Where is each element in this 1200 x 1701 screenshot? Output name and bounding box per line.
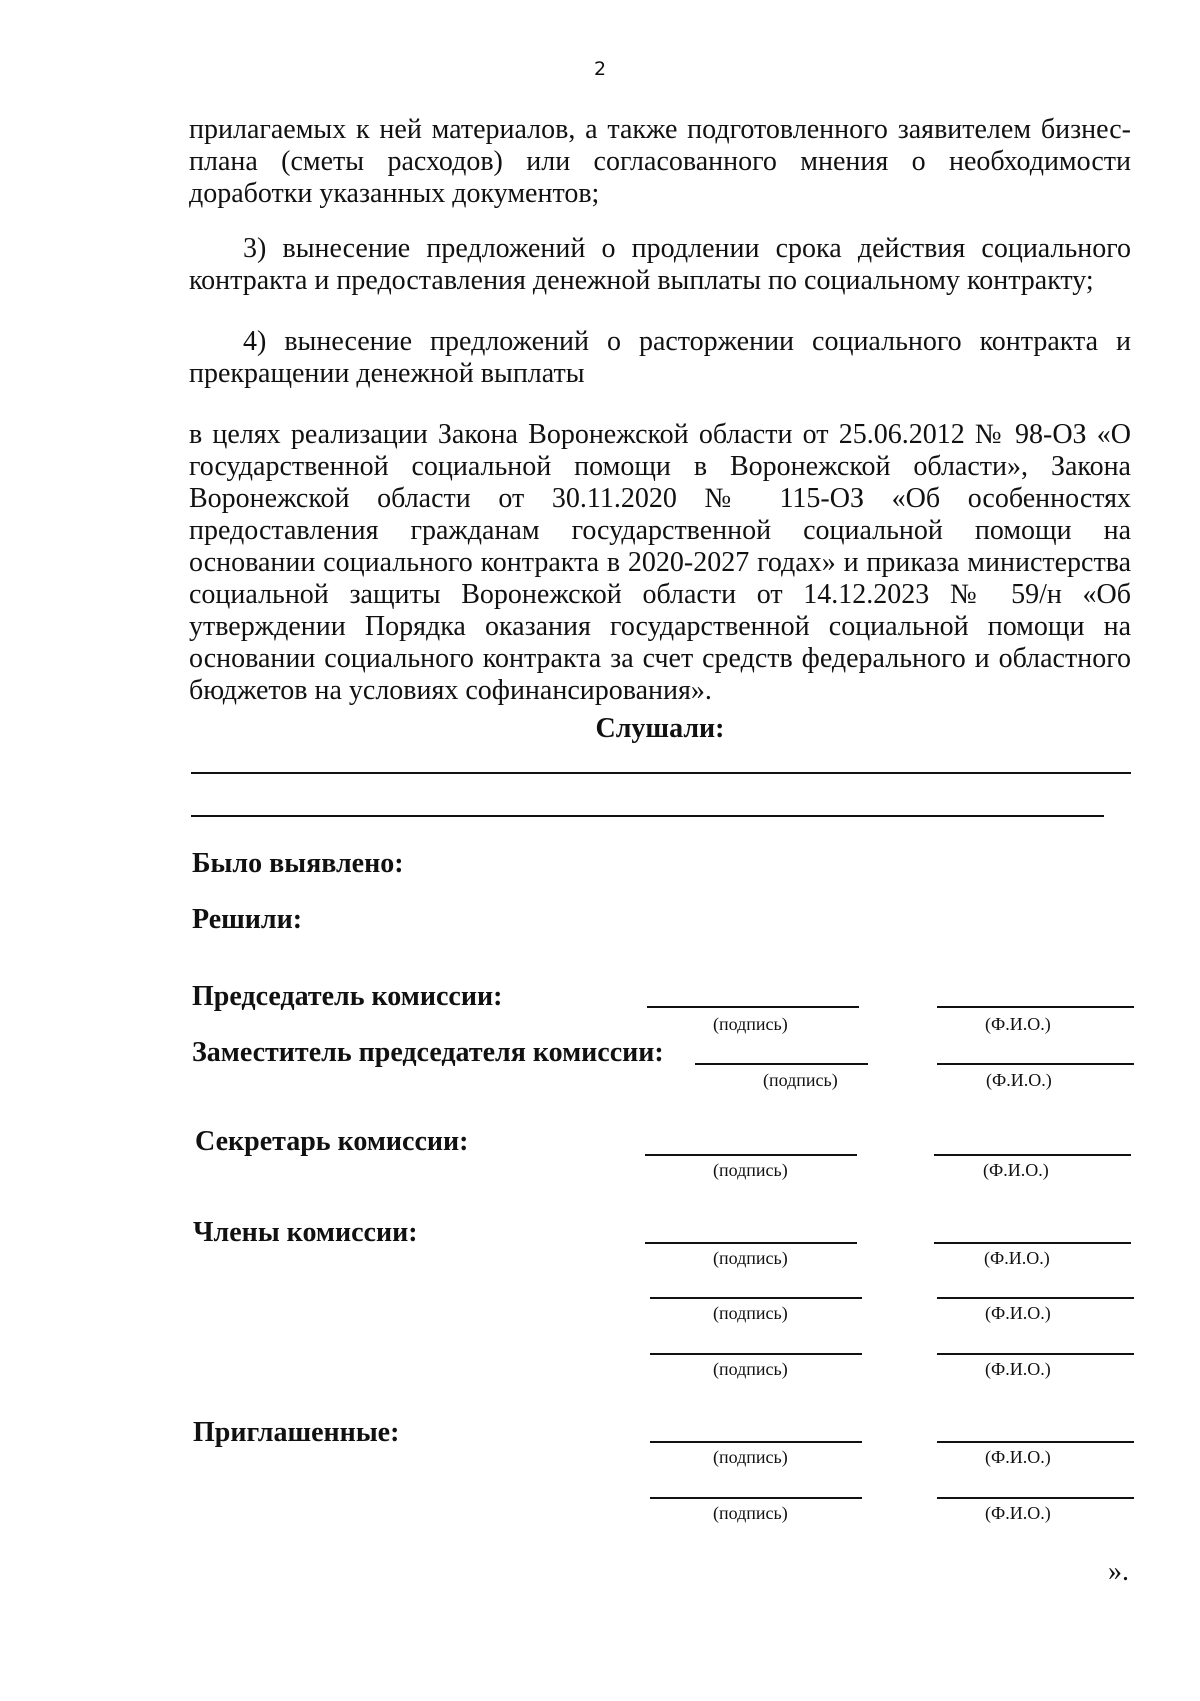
- role-invited: Приглашенные:: [193, 1417, 400, 1448]
- paragraph-extension: 3) вынесение предложений о продлении срока действия социального контракта и предоставления денежной выплаты по социальному контракту;: [189, 233, 1131, 296]
- name-line: [937, 1497, 1134, 1499]
- role-deputy: Заместитель председателя комиссии:: [192, 1037, 664, 1068]
- signature-caption: (подпись): [713, 1503, 788, 1523]
- name-caption: (Ф.И.О.): [985, 1359, 1051, 1379]
- blank-line-1: [191, 772, 1131, 774]
- signature-caption: (подпись): [763, 1070, 838, 1090]
- paragraph-termination: 4) вынесение предложений о расторжении социального контракта и прекращении денежной выплаты: [189, 326, 1131, 389]
- signature-line: [695, 1063, 868, 1065]
- name-line: [937, 1353, 1134, 1355]
- signature-caption: (подпись): [713, 1014, 788, 1034]
- role-chairman: Председатель комиссии:: [192, 981, 503, 1012]
- paragraph-materials: прилагаемых к ней материалов, а также подготовленного заявителем бизнес-плана (сметы расходов) или согласованного мнения о необходимости доработки указанных документов;: [189, 114, 1131, 209]
- signature-line: [650, 1297, 862, 1299]
- name-caption: (Ф.И.О.): [986, 1070, 1052, 1090]
- name-line: [934, 1154, 1131, 1156]
- heading-decided: Решили:: [192, 904, 303, 935]
- name-line: [937, 1441, 1134, 1443]
- signature-caption: (подпись): [713, 1160, 788, 1180]
- signature-caption: (подпись): [713, 1359, 788, 1379]
- role-members: Члены комиссии:: [193, 1217, 418, 1248]
- heading-listened: Слушали:: [595, 713, 725, 744]
- name-caption: (Ф.И.О.): [985, 1303, 1051, 1323]
- paragraph-legal-basis: в целях реализации Закона Воронежской области от 25.06.2012 № 98-ОЗ «О государственной социальной помощи в Воронежской области», Закона Воронежской области от 30.11.2020 № 115-ОЗ «Об особенностях предоставления гражданам государственной социальной помощи на основании социального контракта в 2020-2027 годах» и приказа министерства социальной защиты Воронежской области от 14.12.2023 № 59/н «Об утверждении Порядка оказания государственной социальной помощи на основании социального контракта за счет средств федерального и областного бюджетов на условиях софинансирования».: [189, 419, 1131, 706]
- heading-revealed: Было выявлено:: [192, 848, 404, 879]
- name-caption: (Ф.И.О.): [985, 1014, 1051, 1034]
- signature-caption: (подпись): [713, 1248, 788, 1268]
- name-line: [937, 1006, 1134, 1008]
- page-number: 2: [593, 58, 607, 80]
- signature-caption: (подпись): [713, 1303, 788, 1323]
- signature-line: [650, 1353, 862, 1355]
- name-caption: (Ф.И.О.): [985, 1503, 1051, 1523]
- signature-caption: (подпись): [713, 1447, 788, 1467]
- signature-line: [650, 1497, 862, 1499]
- blank-line-2: [191, 815, 1104, 817]
- name-caption: (Ф.И.О.): [984, 1248, 1050, 1268]
- signature-line: [650, 1441, 862, 1443]
- name-caption: (Ф.И.О.): [983, 1160, 1049, 1180]
- name-line: [937, 1063, 1134, 1065]
- role-secretary: Секретарь комиссии:: [195, 1126, 469, 1157]
- signature-line: [645, 1154, 857, 1156]
- closing-quote-mark: ».: [1108, 1556, 1129, 1587]
- name-line: [934, 1242, 1131, 1244]
- name-caption: (Ф.И.О.): [985, 1447, 1051, 1467]
- name-line: [937, 1297, 1134, 1299]
- signature-line: [647, 1006, 859, 1008]
- signature-line: [645, 1242, 857, 1244]
